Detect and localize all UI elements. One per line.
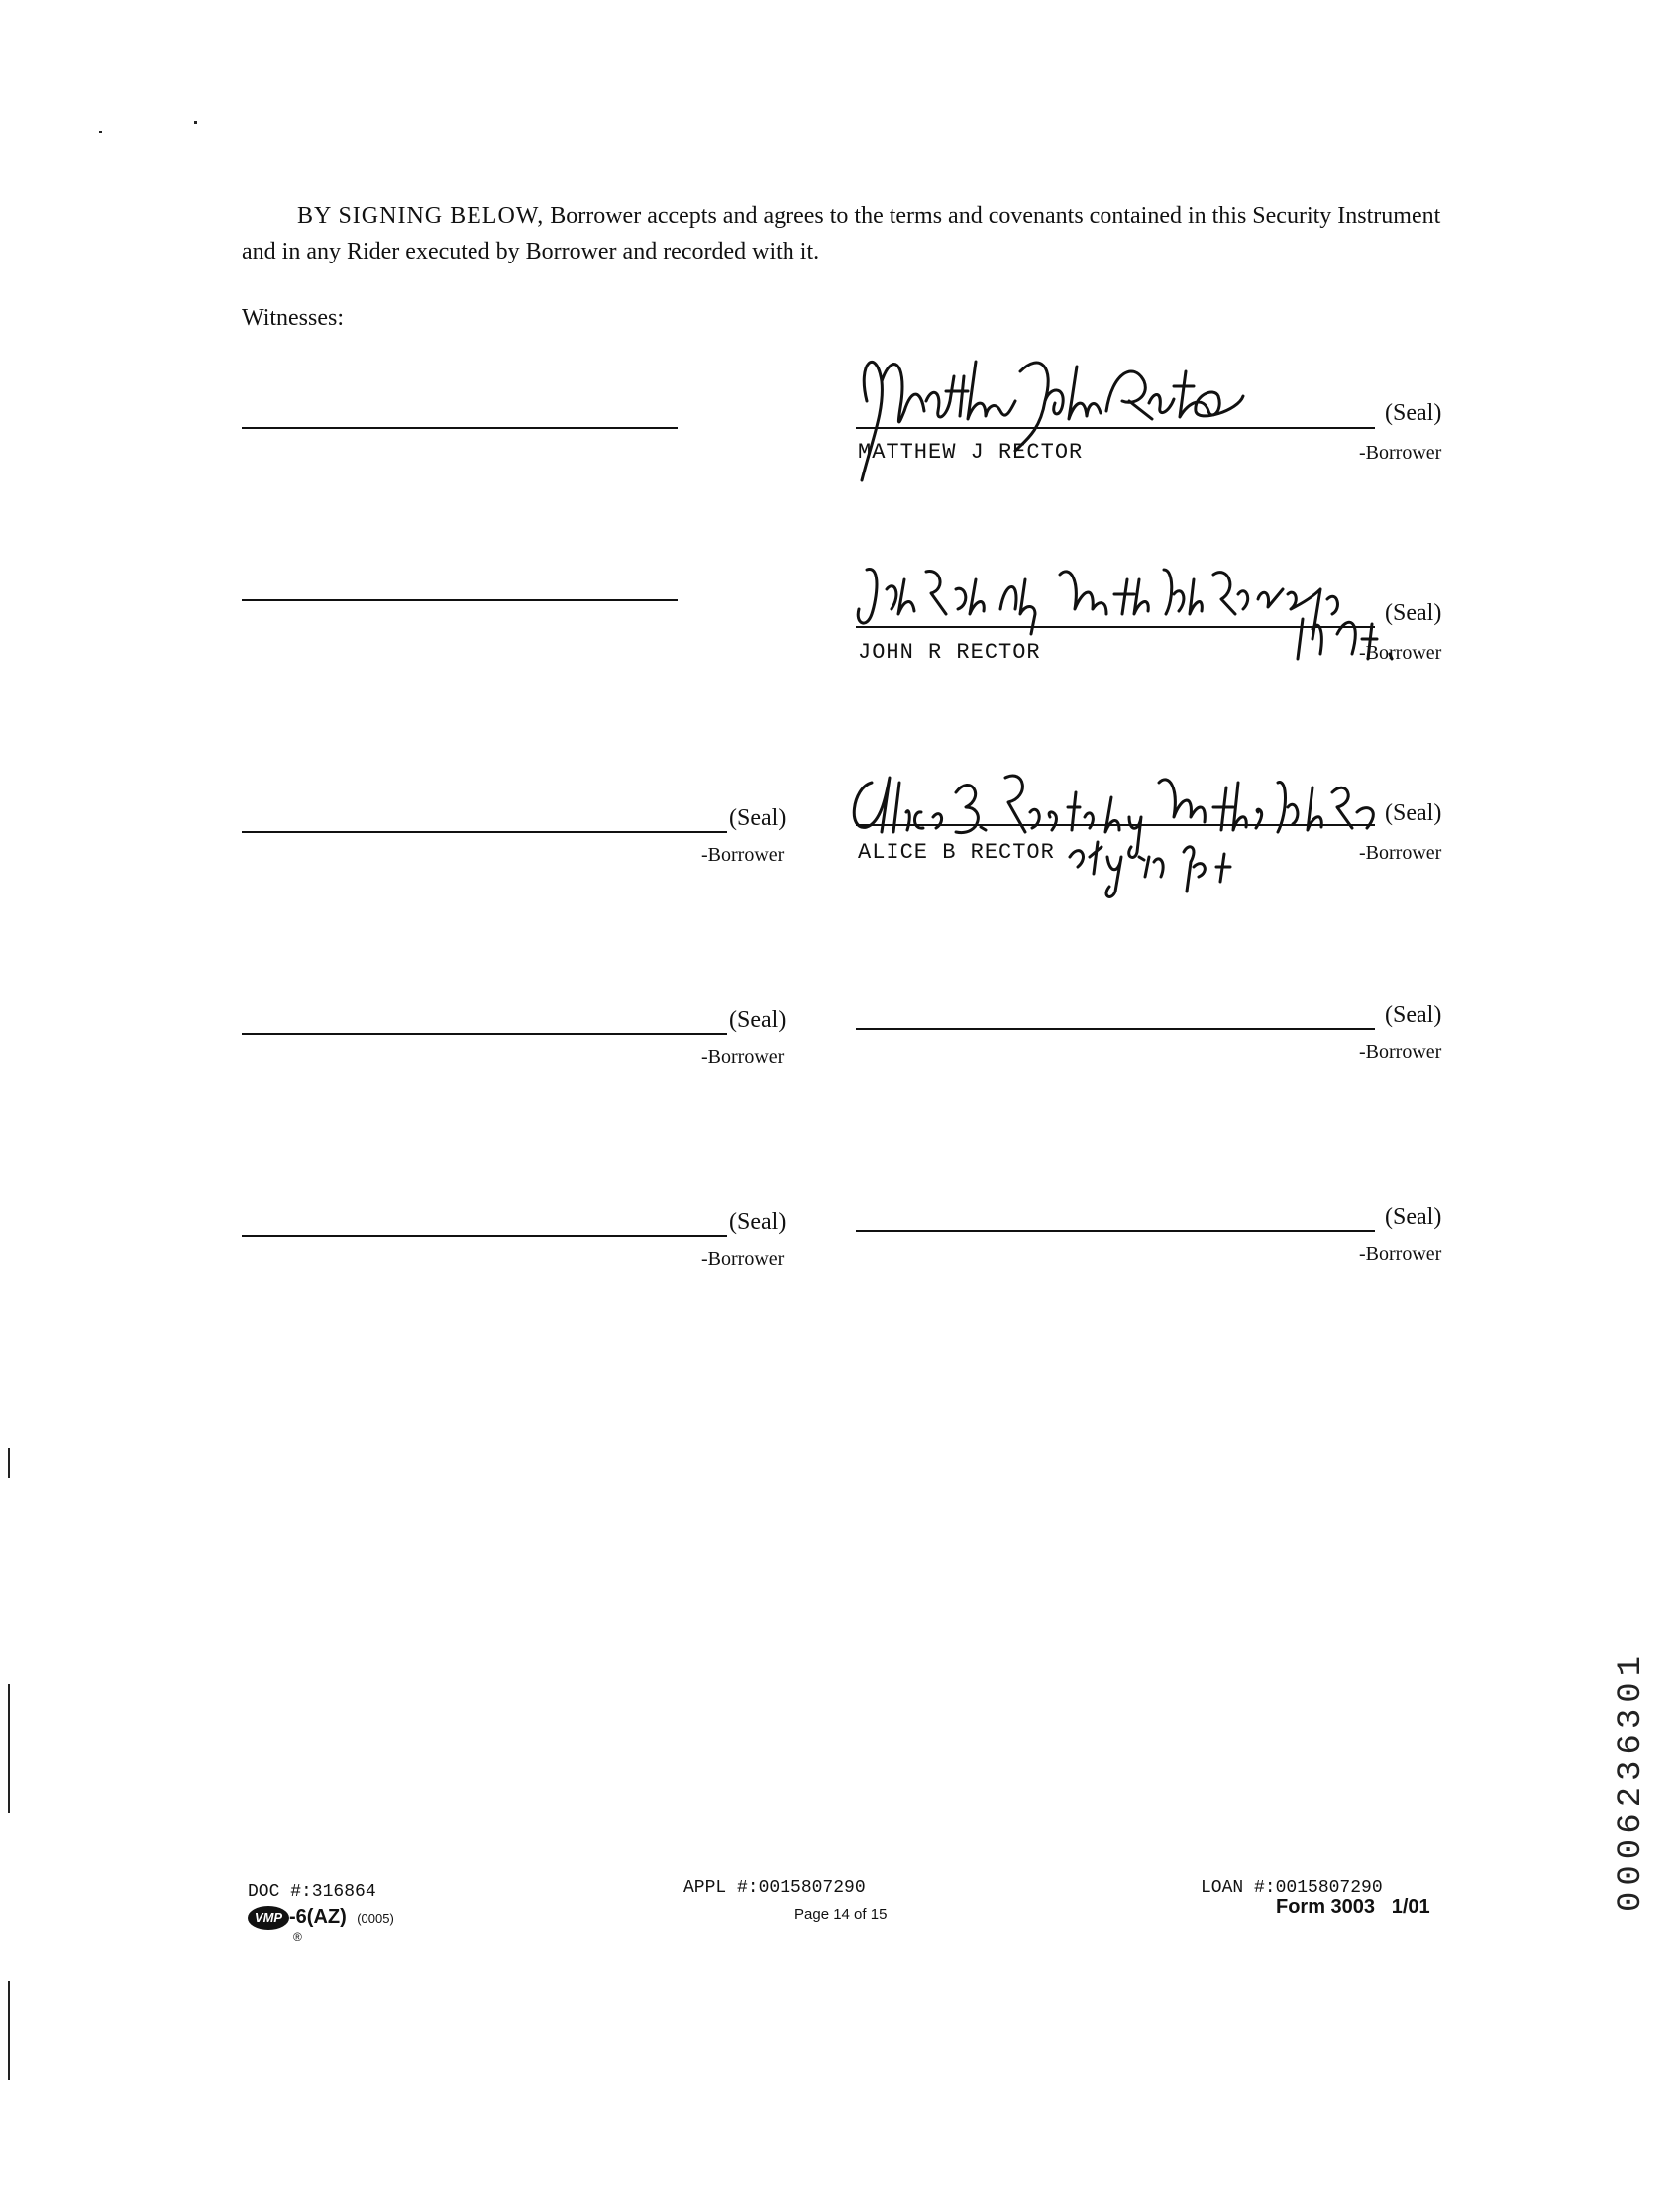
signature-line-right-5 — [856, 1230, 1375, 1232]
scan-speck — [8, 1448, 10, 1478]
signing-statement-lead: BY SIGNING BELOW, — [297, 203, 545, 229]
signature-line-right-4 — [856, 1028, 1375, 1030]
borrower-label-left-4: -Borrower — [701, 1046, 785, 1068]
recording-stamp-number: 0006236301 — [1613, 1649, 1650, 1912]
footer-form-code — [289, 1906, 394, 1929]
seal-label-left-5: (Seal) — [729, 1209, 787, 1235]
borrower-label-left-5: -Borrower — [701, 1248, 785, 1270]
form-revision: (0005) — [357, 1911, 394, 1926]
seal-label-1: (Seal) — [1385, 400, 1442, 426]
footer-page-number: Page 14 of 15 — [794, 1906, 888, 1923]
borrower-label-3: -Borrower — [1359, 842, 1442, 864]
witnesses-label: Witnesses: — [242, 305, 345, 331]
borrower-label-2: -Borrower — [1359, 642, 1442, 664]
vmp-logo — [248, 1906, 289, 1930]
signature-line-left-5 — [242, 1235, 727, 1237]
seal-label-right-4: (Seal) — [1385, 1002, 1442, 1028]
scan-speck — [194, 121, 197, 124]
recording-stamp — [1613, 1585, 1652, 1912]
seal-label-left-3: (Seal) — [729, 805, 787, 831]
borrower-label-left-3: -Borrower — [701, 844, 785, 866]
signature-line-1 — [856, 427, 1375, 429]
signature-alice-b-rector — [842, 763, 1392, 911]
typed-name-john-r-rector: JOHN R RECTOR — [858, 640, 1041, 665]
seal-label-right-5: (Seal) — [1385, 1205, 1442, 1230]
footer-loan-number: LOAN #:0015807290 — [1201, 1878, 1383, 1898]
signature-line-left-4 — [242, 1033, 727, 1035]
signature-line-3 — [856, 824, 1375, 826]
seal-label-3: (Seal) — [1385, 800, 1442, 826]
scan-speck — [8, 1684, 10, 1813]
signing-statement-text: Borrower accepts and agrees to the terms and covenants contained in this Security Instrument and in any Rider executed by Borrower and recorded with it. — [242, 203, 1441, 264]
seal-label-2: (Seal) — [1385, 600, 1442, 626]
typed-name-alice-b-rector: ALICE B RECTOR — [858, 840, 1055, 865]
signing-statement — [242, 198, 1450, 269]
seal-label-left-4: (Seal) — [729, 1007, 787, 1033]
typed-name-matthew-j-rector: MATTHEW J RECTOR — [858, 440, 1084, 465]
vmp-logo-text: VMP — [254, 1910, 283, 1925]
signature-matthew-j-rector — [847, 342, 1263, 510]
witness-line-2 — [242, 599, 678, 601]
signature-line-left-3 — [242, 831, 727, 833]
footer-appl-number: APPL #:0015807290 — [683, 1878, 866, 1898]
footer-form-number: Form 3003 1/01 — [1276, 1896, 1430, 1918]
form-code: -6(AZ) — [289, 1906, 347, 1928]
borrower-label-1: -Borrower — [1359, 442, 1442, 464]
borrower-label-right-5: -Borrower — [1359, 1243, 1442, 1265]
signature-line-2 — [856, 626, 1375, 628]
footer-doc-number: DOC #:316864 — [248, 1882, 376, 1902]
scan-speck — [8, 1981, 10, 2080]
borrower-label-right-4: -Borrower — [1359, 1041, 1442, 1063]
registered-mark: ® — [293, 1930, 302, 1943]
witness-line-1 — [242, 427, 678, 429]
scan-speck — [99, 131, 102, 133]
